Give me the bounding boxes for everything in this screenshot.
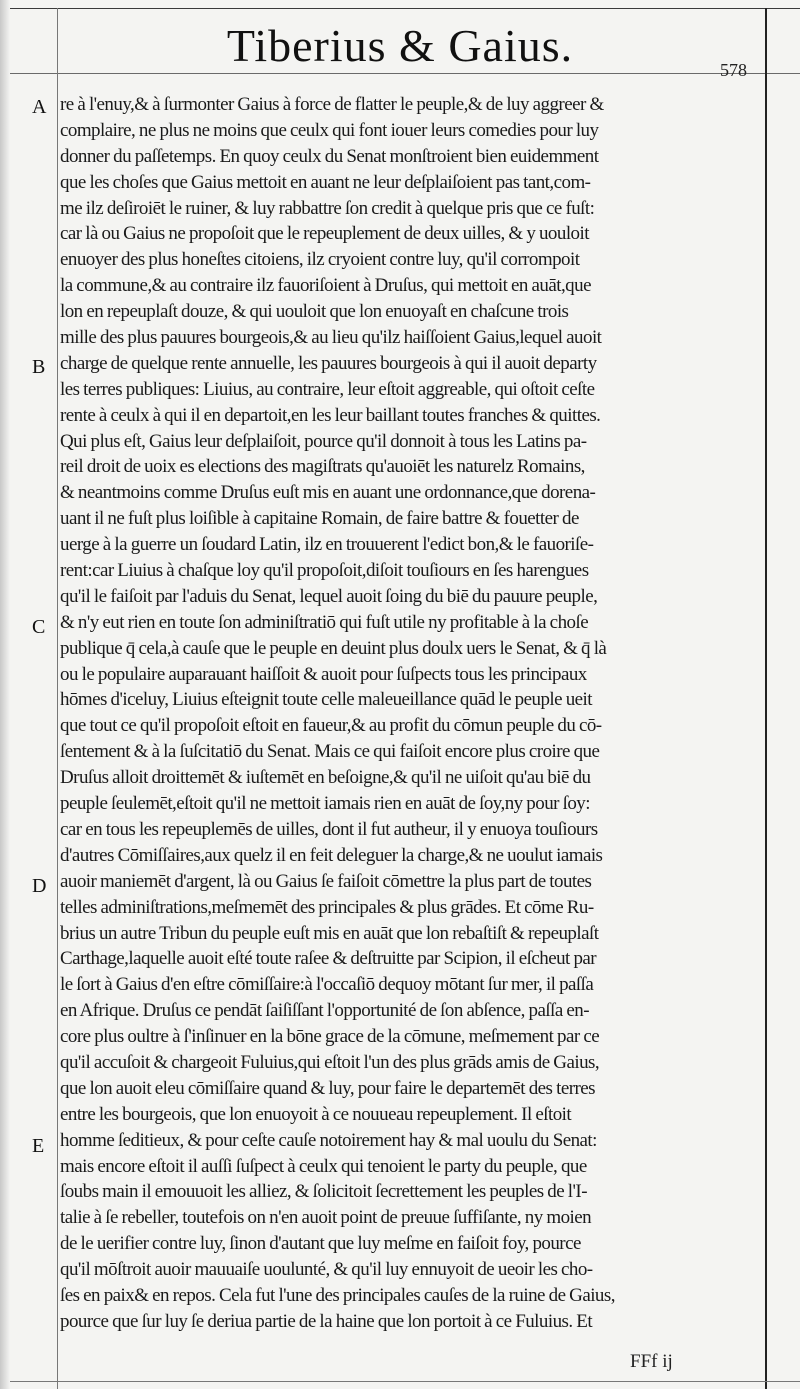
text-line: ſoubs main il emouuoit les alliez, & ſolicitoit ſecrettement les peuples de l'I- (60, 1181, 587, 1203)
bottom-rule (10, 1381, 800, 1382)
text-line: me ilz deſiroiēt le ruiner, & luy rabbattre ſon credit à quelque pris que ce fuſt: (60, 197, 595, 219)
text-line: enuoyer des plus honeſtes citoiens, ilz cryoient contre luy, qu'il corrompoit (60, 249, 580, 271)
text-line: & neantmoins comme Druſus euſt mis en auant une ordonnance,que dorena- (60, 482, 596, 504)
text-line: hōmes d'iceluy, Liuius eſteignit toute celle maleueillance quād le peuple ueit (60, 689, 593, 711)
text-line: & n'y eut rien en toute ſon adminiſtratiō qui fuſt utile ny profitable à la choſe (60, 611, 589, 633)
body-text (60, 92, 760, 1335)
text-line: rente à ceulx à qui il en departoit,en les leur baillant toutes franches & quittes. (60, 404, 601, 426)
text-line: brius un autre Tribun du peuple euſt mis en auāt que lon rebaſtiſt & repeuplaſt (60, 922, 599, 944)
text-line: car là ou Gaius ne propoſoit que le repeuplement de deux uilles, & y uouloit (60, 223, 589, 245)
margin-letter-a: A (32, 96, 47, 118)
text-line: homme ſeditieux, & pour ceſte cauſe notoirement hay & mal uoulu du Senat: (60, 1129, 597, 1151)
text-line: rent:car Liuius à chaſque loy qu'il propoſoit,diſoit touſiours en ſes harengues (60, 560, 589, 582)
text-line: qu'il le faiſoit par l'aduis du Senat, lequel auoit ſoing du biē du pauure peuple, (60, 585, 598, 607)
top-rule (10, 8, 800, 9)
text-line: qu'il mōſtroit auoir mauuaiſe uoulunté, & qu'il luy ennuyoit de ueoir les cho- (60, 1259, 593, 1281)
text-line: car en tous les repeuplemēs de uilles, dont il fut autheur, il y enuoya touſiours (60, 818, 598, 840)
running-title: Tiberius & Gaius. (226, 20, 574, 71)
text-line: ſentement & à la ſuſcitatiō du Senat. Mais ce qui faiſoit encore plus croire que (60, 741, 600, 763)
text-line: les terres publiques: Liuius, au contraire, leur eſtoit aggreable, qui oſtoit ceſte (60, 378, 595, 400)
text-line: uerge à la guerre un ſoudard Latin, ilz en trouuerent l'edict bon,& le fauoriſe- (60, 534, 594, 556)
page-edge-shadow (0, 0, 10, 1389)
text-line: que tout ce qu'il propoſoit eſtoit en faueur,& au profit du cōmun peuple du cō- (60, 715, 602, 737)
text-line: ſes en paix& en repos. Cela fut l'une des principales cauſes de la ruine de Gaius, (60, 1284, 615, 1306)
margin-letter-b: B (32, 356, 46, 378)
text-line: charge de quelque rente annuelle, les pauures bourgeois à qui il auoit departy (60, 352, 597, 374)
signature-mark: FFf ij (630, 1351, 673, 1372)
right-margin-rule (765, 8, 767, 1389)
text-line: le ſort à Gaius d'en eſtre cōmiſſaire:à l'occaſiō dequoy mōtant ſur mer, il paſſa (60, 974, 594, 996)
text-line: talie à ſe rebeller, toutefois on n'en auoit point de preuue ſuffiſante, ny moien (60, 1207, 592, 1229)
text-line: de le uerifier contre luy, ſinon d'autant que luy meſme en faiſoit foy, pource (60, 1233, 581, 1255)
text-line: la commune,& au contraire ilz fauoriſoient à Druſus, qui mettoit en auāt,que (60, 275, 591, 297)
text-line: Carthage,laquelle auoit eſté toute raſee & deſtruitte par Scipion, il eſcheut par (60, 948, 597, 970)
page-number: 578 (720, 60, 747, 80)
text-line: que lon auoit eleu cōmiſſaire quand & luy, pour faire le departemēt des terres (60, 1077, 595, 1099)
text-line: en Afrique. Druſus ce pendāt ſaiſiſſant l'opportunité de ſon abſence, paſſa en- (60, 1000, 590, 1022)
text-line: d'autres Cōmiſſaires,aux quelz il en feit deleguer la charge,& ne uoulut iamais (60, 844, 603, 866)
text-line: pource que ſur luy ſe deriua partie de la haine que lon portoit à ce Fuluius. Et (60, 1310, 593, 1332)
margin-letter-c: C (32, 616, 46, 638)
text-line: que les choſes que Gaius mettoit en auant ne leur deſplaiſoient pas tant,com- (60, 171, 591, 193)
text-line: re à l'enuy,& à ſurmonter Gaius à force de flatter le peuple,& de luy aggreer & (60, 94, 604, 115)
margin-letter-e: E (32, 1135, 45, 1157)
text-line: Qui plus eſt, Gaius leur deſplaiſoit, pource qu'il donnoit à tous les Latins pa- (60, 430, 587, 452)
text-line: mille des plus pauures bourgeois,& au lieu qu'ilz haiſſoient Gaius,lequel auoit (60, 327, 602, 349)
text-line: uant il ne fuſt plus loiſible à capitaine Romain, de faire battre & fouetter de (60, 508, 579, 530)
text-line: auoir maniemēt d'argent, là ou Gaius ſe faiſoit cōmettre la plus part de toutes (60, 870, 592, 892)
text-line: peuple ſeulemēt,eſtoit qu'il ne mettoit iamais rien en auāt de ſoy,ny pour ſoy: (60, 793, 590, 815)
text-line: publique q̄ cela,à cauſe que le peuple en deuint plus doulx uers le Senat, & q̄ là (60, 637, 607, 659)
text-line: Druſus alloit droittemēt & iuſtemēt en beſoigne,& qu'il ne uiſoit qu'au biē du (60, 767, 591, 789)
text-line: qu'il accuſoit & chargeoit Fuluius,qui eſtoit l'un des plus grāds amis de Gaius, (60, 1051, 600, 1073)
text-line: mais encore eſtoit il auſſi ſuſpect à ceulx qui tenoient le party du peuple, que (60, 1155, 587, 1177)
text-line: reil droit de uoix es elections des magiſtrats qu'auoiēt les naturelz Romains, (60, 456, 585, 478)
text-line: core plus oultre à ſ'inſinuer en la bōne grace de la cōmune, meſmement par ce (60, 1026, 600, 1048)
text-line: ou le populaire auparauant haiſſoit & auoit pour ſuſpects tous les principaux (60, 663, 587, 685)
text-line: lon en repeuplaſt douze, & qui uouloit que lon enuoyaſt en chaſcune trois (60, 301, 569, 323)
text-line: complaire, ne plus ne moins que ceulx qui font iouer leurs comedies pour luy (60, 119, 599, 141)
text-line: entre les bourgeois, que lon enuoyoit à ce nouueau repeuplement. Il eſtoit (60, 1103, 572, 1125)
text-line: telles adminiſtrations,meſmemēt des principales & plus grādes. Et cōme Ru- (60, 896, 594, 918)
left-margin-rule (57, 8, 58, 1389)
text-line: donner du paſſetemps. En quoy ceulx du Senat monſtroient bien euidemment (60, 145, 599, 167)
margin-letter-d: D (32, 875, 47, 897)
